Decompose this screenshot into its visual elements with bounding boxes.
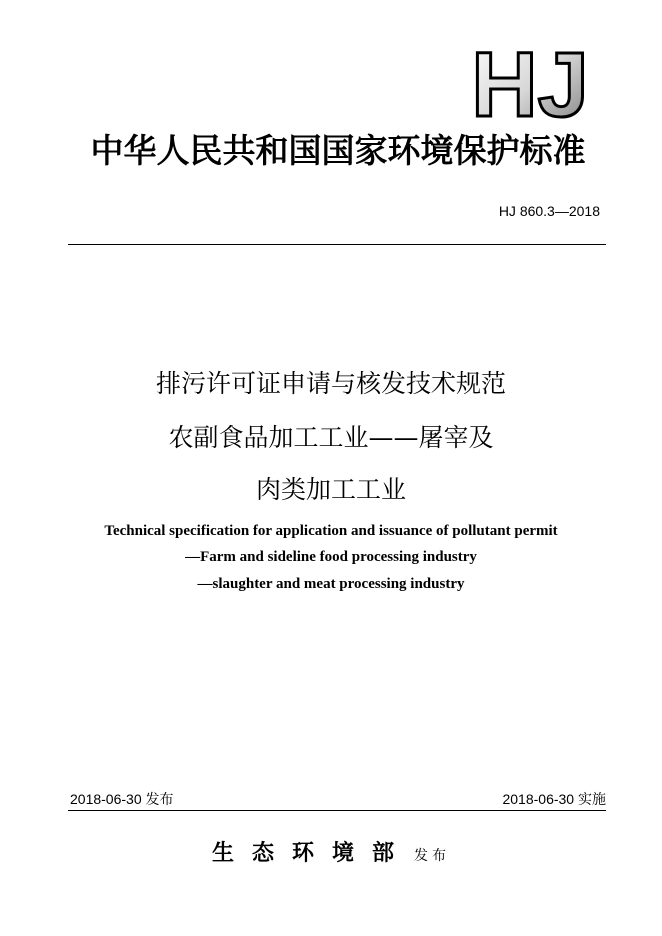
publisher-suffix: 发布 (414, 848, 450, 864)
english-title-line-2: —Farm and sideline food processing industry (185, 549, 477, 565)
publisher-name: 生态环境部 (211, 840, 412, 866)
logo-text: HJ (471, 44, 589, 120)
issue-date: 2018-06-30 发布 (70, 791, 174, 807)
implementation-date: 2018-06-30 实施 (502, 791, 606, 807)
chinese-title-line-3: 肉类加工工业 (255, 475, 406, 504)
bottom-divider (68, 810, 606, 811)
chinese-title-line-2: 农副食品加工工业——屠宰及 (168, 423, 494, 452)
organization-title: 中华人民共和国国家环境保护标准 (90, 131, 586, 170)
standard-number: HJ 860.3—2018 (498, 203, 600, 219)
publisher-line (0, 838, 662, 871)
top-divider (68, 244, 606, 245)
hj-logo (455, 44, 605, 120)
chinese-title-line-1: 排污许可证申请与核发技术规范 (155, 369, 506, 398)
english-title-line-1: Technical specification for application and issuance of pollutant permit (104, 523, 558, 539)
english-title-line-3: —slaughter and meat processing industry (197, 576, 465, 592)
